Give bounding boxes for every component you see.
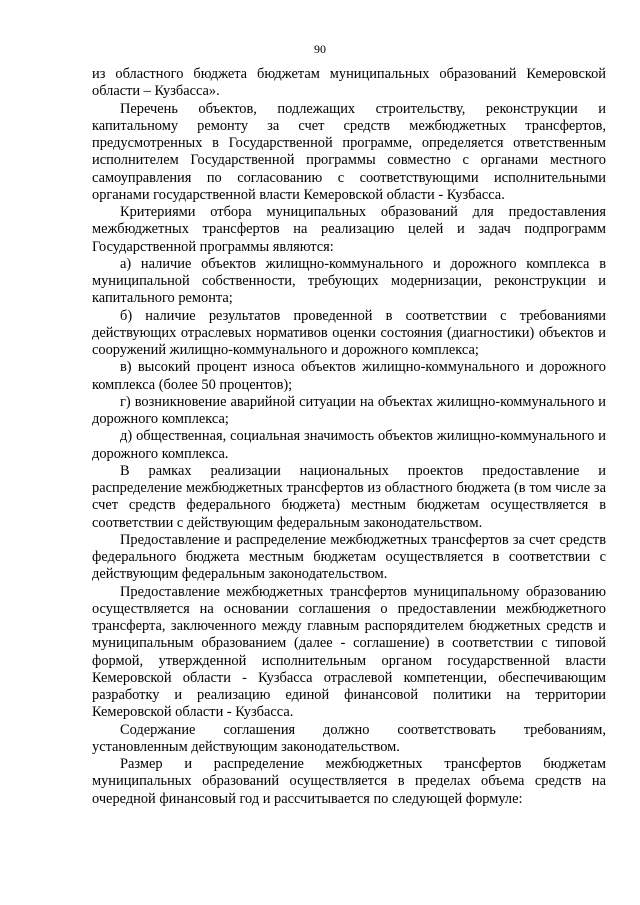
paragraph: из областного бюджета бюджетам муниципальных образований Кемеровской области – Кузбасса». [92, 66, 606, 100]
list-item: б) наличие результатов проведенной в соответствии с требованиями действующих отраслевых нормативов оценки состояния (диагностики) объектов и сооружений жилищно-коммунального и дорожного комплекса; [92, 307, 606, 358]
paragraph: Перечень объектов, подлежащих строительству, реконструкции и капитальному ремонту за счет средств межбюджетных трансфертов, предусмотренных в Государственной программе, определяется ответственным исполнителем Государственной программы совместно с органами местного самоуправления по согласованию с соответствующими исполнительными органами государственной власти Кемеровской области - Кузбасса. [92, 100, 606, 203]
page-number: 90 [314, 42, 326, 56]
list-item: д) общественная, социальная значимость объектов жилищно-коммунального и дорожного комплекса. [92, 428, 606, 462]
paragraph: Предоставление и распределение межбюджетных трансфертов за счет средств федерального бюджета местным бюджетам осуществляется в соответствии с действующим федеральным законодательством. [92, 531, 606, 583]
list-item: в) высокий процент износа объектов жилищно-коммунального и дорожного комплекса (более 50 процентов); [92, 359, 606, 393]
paragraph: Размер и распределение межбюджетных трансфертов бюджетам муниципальных образований осуществляется в пределах объема средств на очередной финансовый год и рассчитывается по следующей формуле: [92, 756, 606, 807]
paragraph: Содержание соглашения должно соответствовать требованиям, установленным действующим законодательством. [92, 721, 606, 755]
document-body [92, 66, 606, 808]
paragraph: Критериями отбора муниципальных образований для предоставления межбюджетных трансфертов на реализацию целей и задач подпрограмм Государственной программы являются: [92, 204, 606, 255]
list-item: г) возникновение аварийной ситуации на объектах жилищно-коммунального и дорожного комплекса; [92, 393, 606, 427]
paragraph: В рамках реализации национальных проектов предоставление и распределение межбюджетных трансфертов из областного бюджета (в том числе за счет средств федерального бюджета) местным бюджетам осуществляется в соответствии с действующим федеральным законодательством. [92, 462, 606, 531]
paragraph: Предоставление межбюджетных трансфертов муниципальному образованию осуществляется на основании соглашения о предоставлении межбюджетного трансферта, заключенного между главным распорядителем бюджетных средств и муниципальным образованием (далее - соглашение) в соответствии с типовой формой, утвержденной исполнительным органом государственной власти Кемеровской области - Кузбасса отраслевой компетенции, обеспечивающим разработку и реализацию единой финансовой политики на территории Кемеровской области - Кузбасса. [92, 583, 606, 721]
list-item: а) наличие объектов жилищно-коммунального и дорожного комплекса в муниципальной собственности, требующих модернизации, реконструкции и капитального ремонта; [92, 255, 606, 307]
